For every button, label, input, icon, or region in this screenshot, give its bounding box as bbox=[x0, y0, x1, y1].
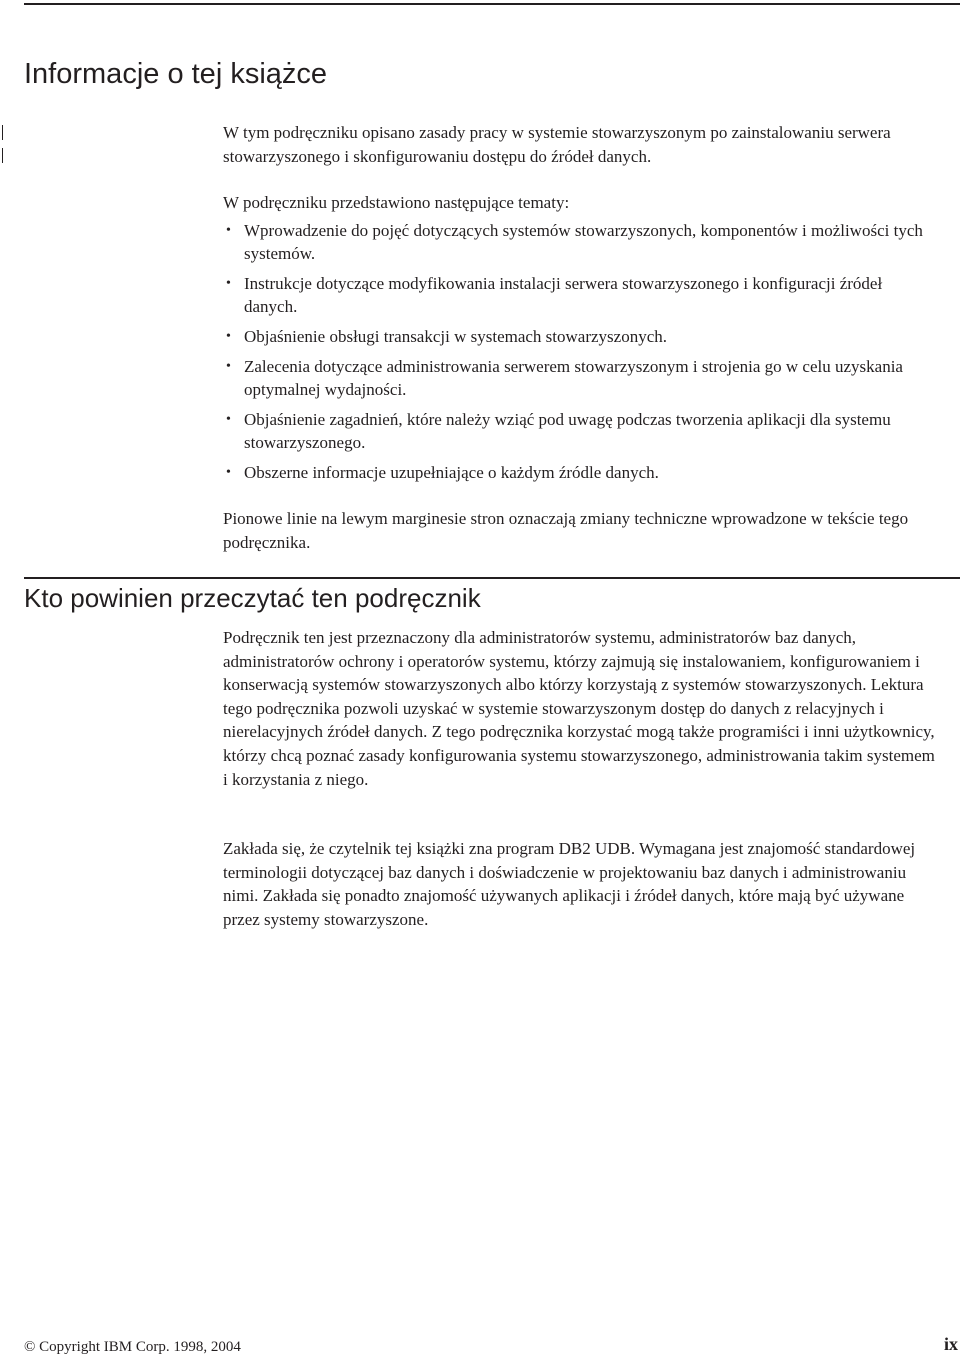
top-rule bbox=[24, 3, 960, 5]
change-note-text: Pionowe linie na lewym marginesie stron oznaczają zmiany techniczne wprowadzone w tekście tego podręcznika. bbox=[223, 509, 909, 552]
topics-lead: W podręczniku przedstawiono następujące tematy: bbox=[223, 193, 570, 212]
list-item: • Objaśnienie zagadnień, które należy wziąć pod uwagę podczas tworzenia aplikacji dla systemu stowarzyszonego. bbox=[223, 408, 935, 455]
change-note-paragraph bbox=[223, 507, 935, 554]
list-item: • Obszerne informacje uzupełniające o każdym źródle danych. bbox=[223, 461, 935, 485]
list-item: • Wprowadzenie do pojęć dotyczących systemów stowarzyszonych, komponentów i możliwości tych systemów. bbox=[223, 219, 935, 266]
change-bar bbox=[2, 125, 3, 140]
section-rule bbox=[24, 577, 960, 579]
page-number: ix bbox=[943, 1334, 958, 1354]
list-item: • Zalecenia dotyczące administrowania serwerem stowarzyszonym i strojenia go w celu uzyskania optymalnej wydajności. bbox=[223, 355, 935, 402]
prereq-text: Zakłada się, że czytelnik tej książki zna program DB2 UDB. Wymagana jest znajomość standardowej terminologii dotyczącej baz danych i doświadczenie w projektowaniu baz danych i administrowaniu nimi. Zakłada się ponadto znajomość używanych aplikacji i źródeł danych, które mają być używane przez systemy stowarzyszone. bbox=[223, 839, 916, 929]
section-heading: Kto powinien przeczytać ten podręcznik bbox=[24, 583, 481, 613]
list-item: • Instrukcje dotyczące modyfikowania instalacji serwera stowarzyszonego i konfiguracji źródeł danych. bbox=[223, 272, 935, 319]
intro-text: W tym podręczniku opisano zasady pracy w systemie stowarzyszonym po zainstalowaniu serwera stowarzyszonego i skonfigurowaniu dostępu do źródeł danych. bbox=[223, 123, 891, 166]
change-bar bbox=[2, 148, 3, 163]
audience-text: Podręcznik ten jest przeznaczony dla administratorów systemu, administratorów baz danych, administratorów ochrony i operatorów systemu, którzy zajmują się instalowaniem, konfigurowaniem i konserwacją systemów stowarzyszonych albo którzy korzystają z systemów stowarzyszonych. Lektura tego podręcznika pozwoli uzyskać w systemie stowarzyszonym dostęp do danych z relacyjnych i nierelacyjnych źródeł danych. Z tego podręcznika korzystać mogą także programiści i inni użytkownicy, którzy chcą poznać zasady konfigurowania systemu stowarzyszonego, administrowania takim systemem i korzystania z niego. bbox=[223, 628, 935, 789]
footer-copyright: © Copyright IBM Corp. 1998, 2004 bbox=[24, 1339, 241, 1355]
audience-paragraph bbox=[223, 626, 935, 791]
topics-block bbox=[223, 191, 935, 491]
prereq-paragraph bbox=[223, 837, 935, 931]
topics-list bbox=[223, 219, 935, 485]
list-item: • Objaśnienie obsługi transakcji w systemach stowarzyszonych. bbox=[223, 325, 935, 349]
page-title: Informacje o tej książce bbox=[24, 58, 328, 90]
intro-paragraph bbox=[223, 121, 935, 168]
